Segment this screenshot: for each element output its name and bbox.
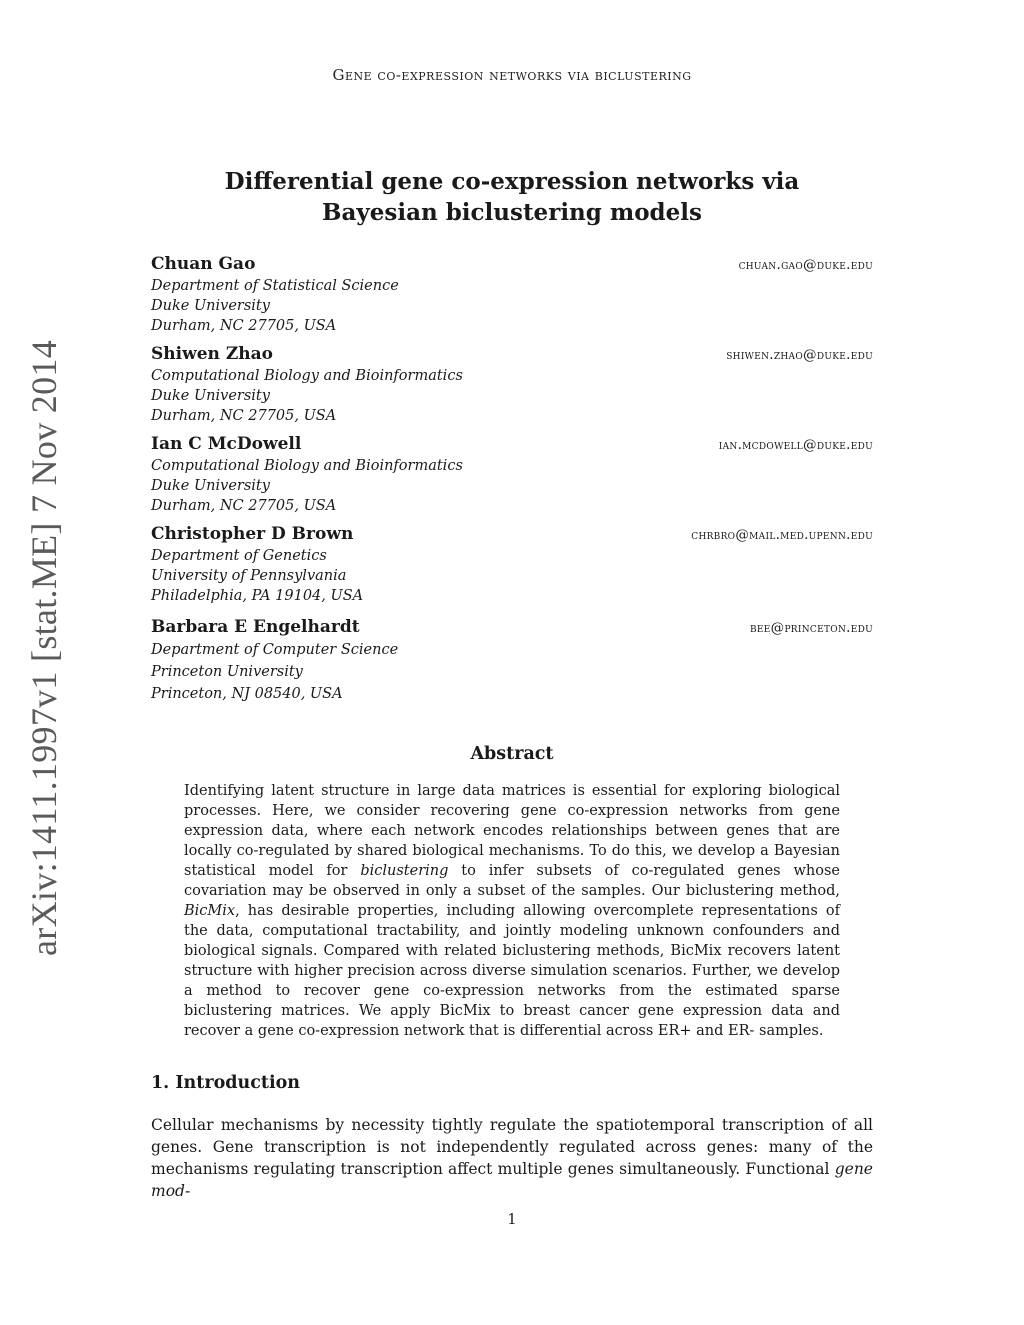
author-department: Department of Computer Science: [151, 642, 399, 658]
paper-title-line-2: Bayesian biclustering models: [322, 199, 702, 226]
author-institution: Duke University: [151, 478, 270, 494]
author-address: Durham, NC 27705, USA: [151, 498, 337, 514]
author-institution: Duke University: [151, 298, 270, 314]
section-heading-introduction: 1. Introduction: [151, 1073, 300, 1093]
author-email: chrbro@mail.med.upenn.edu: [691, 527, 873, 543]
author-department: Department of Statistical Science: [151, 278, 399, 294]
author-email: bee@princeton.edu: [750, 620, 873, 636]
author-block-4: [151, 524, 873, 606]
running-head: Gene co-expression networks via biclustering: [332, 66, 692, 84]
abstract-text-part: to infer subsets of co-regulated genes whose covariation may be observed in only a subset of the samples. Our biclustering method,: [184, 863, 840, 899]
author-name: Barbara E Engelhardt: [151, 617, 360, 637]
author-institution: Duke University: [151, 388, 270, 404]
author-email: shiwen.zhao@duke.edu: [726, 347, 873, 363]
paper-title-line-1: Differential gene co-expression networks via: [224, 168, 800, 195]
author-address: Durham, NC 27705, USA: [151, 318, 337, 334]
author-department: Computational Biology and Bioinformatics: [151, 458, 463, 474]
author-address: Durham, NC 27705, USA: [151, 408, 337, 424]
author-block-3: [151, 434, 873, 516]
author-block-5: [151, 617, 873, 705]
author-block-1: [151, 254, 873, 336]
author-name: Ian C McDowell: [151, 434, 302, 454]
author-email: chuan.gao@duke.edu: [738, 257, 873, 273]
author-department: Computational Biology and Bioinformatics: [151, 368, 463, 384]
arxiv-identifier-stamp: arXiv:1411.1997v1 [stat.ME] 7 Nov 2014: [24, 340, 64, 956]
author-name: Christopher D Brown: [151, 524, 354, 544]
abstract-emphasis-bicmix: BicMix: [184, 903, 236, 919]
author-name: Shiwen Zhao: [151, 344, 273, 364]
author-institution: University of Pennsylvania: [151, 568, 347, 584]
abstract-emphasis-biclustering: biclustering: [360, 863, 449, 879]
author-email: ian.mcdowell@duke.edu: [718, 437, 873, 453]
introduction-text-part: Cellular mechanisms by necessity tightly regulate the spatiotemporal transcription of all genes. Gene transcription is not independently regulated across genes: many of the mechanisms regulating transcription affect multiple genes simultaneously. Functional: [151, 1116, 873, 1178]
author-name: Chuan Gao: [151, 254, 256, 274]
author-address: Princeton, NJ 08540, USA: [151, 686, 343, 702]
author-address: Philadelphia, PA 19104, USA: [151, 588, 364, 604]
introduction-paragraph: [151, 1114, 873, 1202]
abstract-text-part: Identifying latent structure in large data matrices is essential for exploring biological processes. Here, we consider recovering gene co-expression networks from gene expression data, where each network encodes relationships between genes that are locally co-regulated by shared biological mechanisms. To do this, we develop a Bayesian statistical model for: [184, 783, 840, 879]
author-department: Department of Genetics: [151, 548, 327, 564]
abstract-heading: Abstract: [470, 744, 554, 764]
author-institution: Princeton University: [151, 664, 303, 680]
paper-title: [0, 166, 1024, 228]
page-number: 1: [507, 1212, 517, 1228]
introduction-emphasis-gene-modules: gene mod-: [151, 1160, 873, 1200]
abstract-text: [184, 781, 840, 1041]
abstract-text-part: , has desirable properties, including allowing overcomplete representations of the data, computational tractability, and jointly modeling unknown confounders and biological signals. Compared with related biclustering methods, BicMix recovers latent structure with higher precision across diverse simulation scenarios. Further, we develop a method to recover gene co-expression networks from the estimated sparse biclustering matrices. We apply BicMix to breast cancer gene expression data and recover a gene co-expression network that is differential across ER+ and ER- samples.: [184, 903, 840, 1039]
author-block-2: [151, 344, 873, 426]
